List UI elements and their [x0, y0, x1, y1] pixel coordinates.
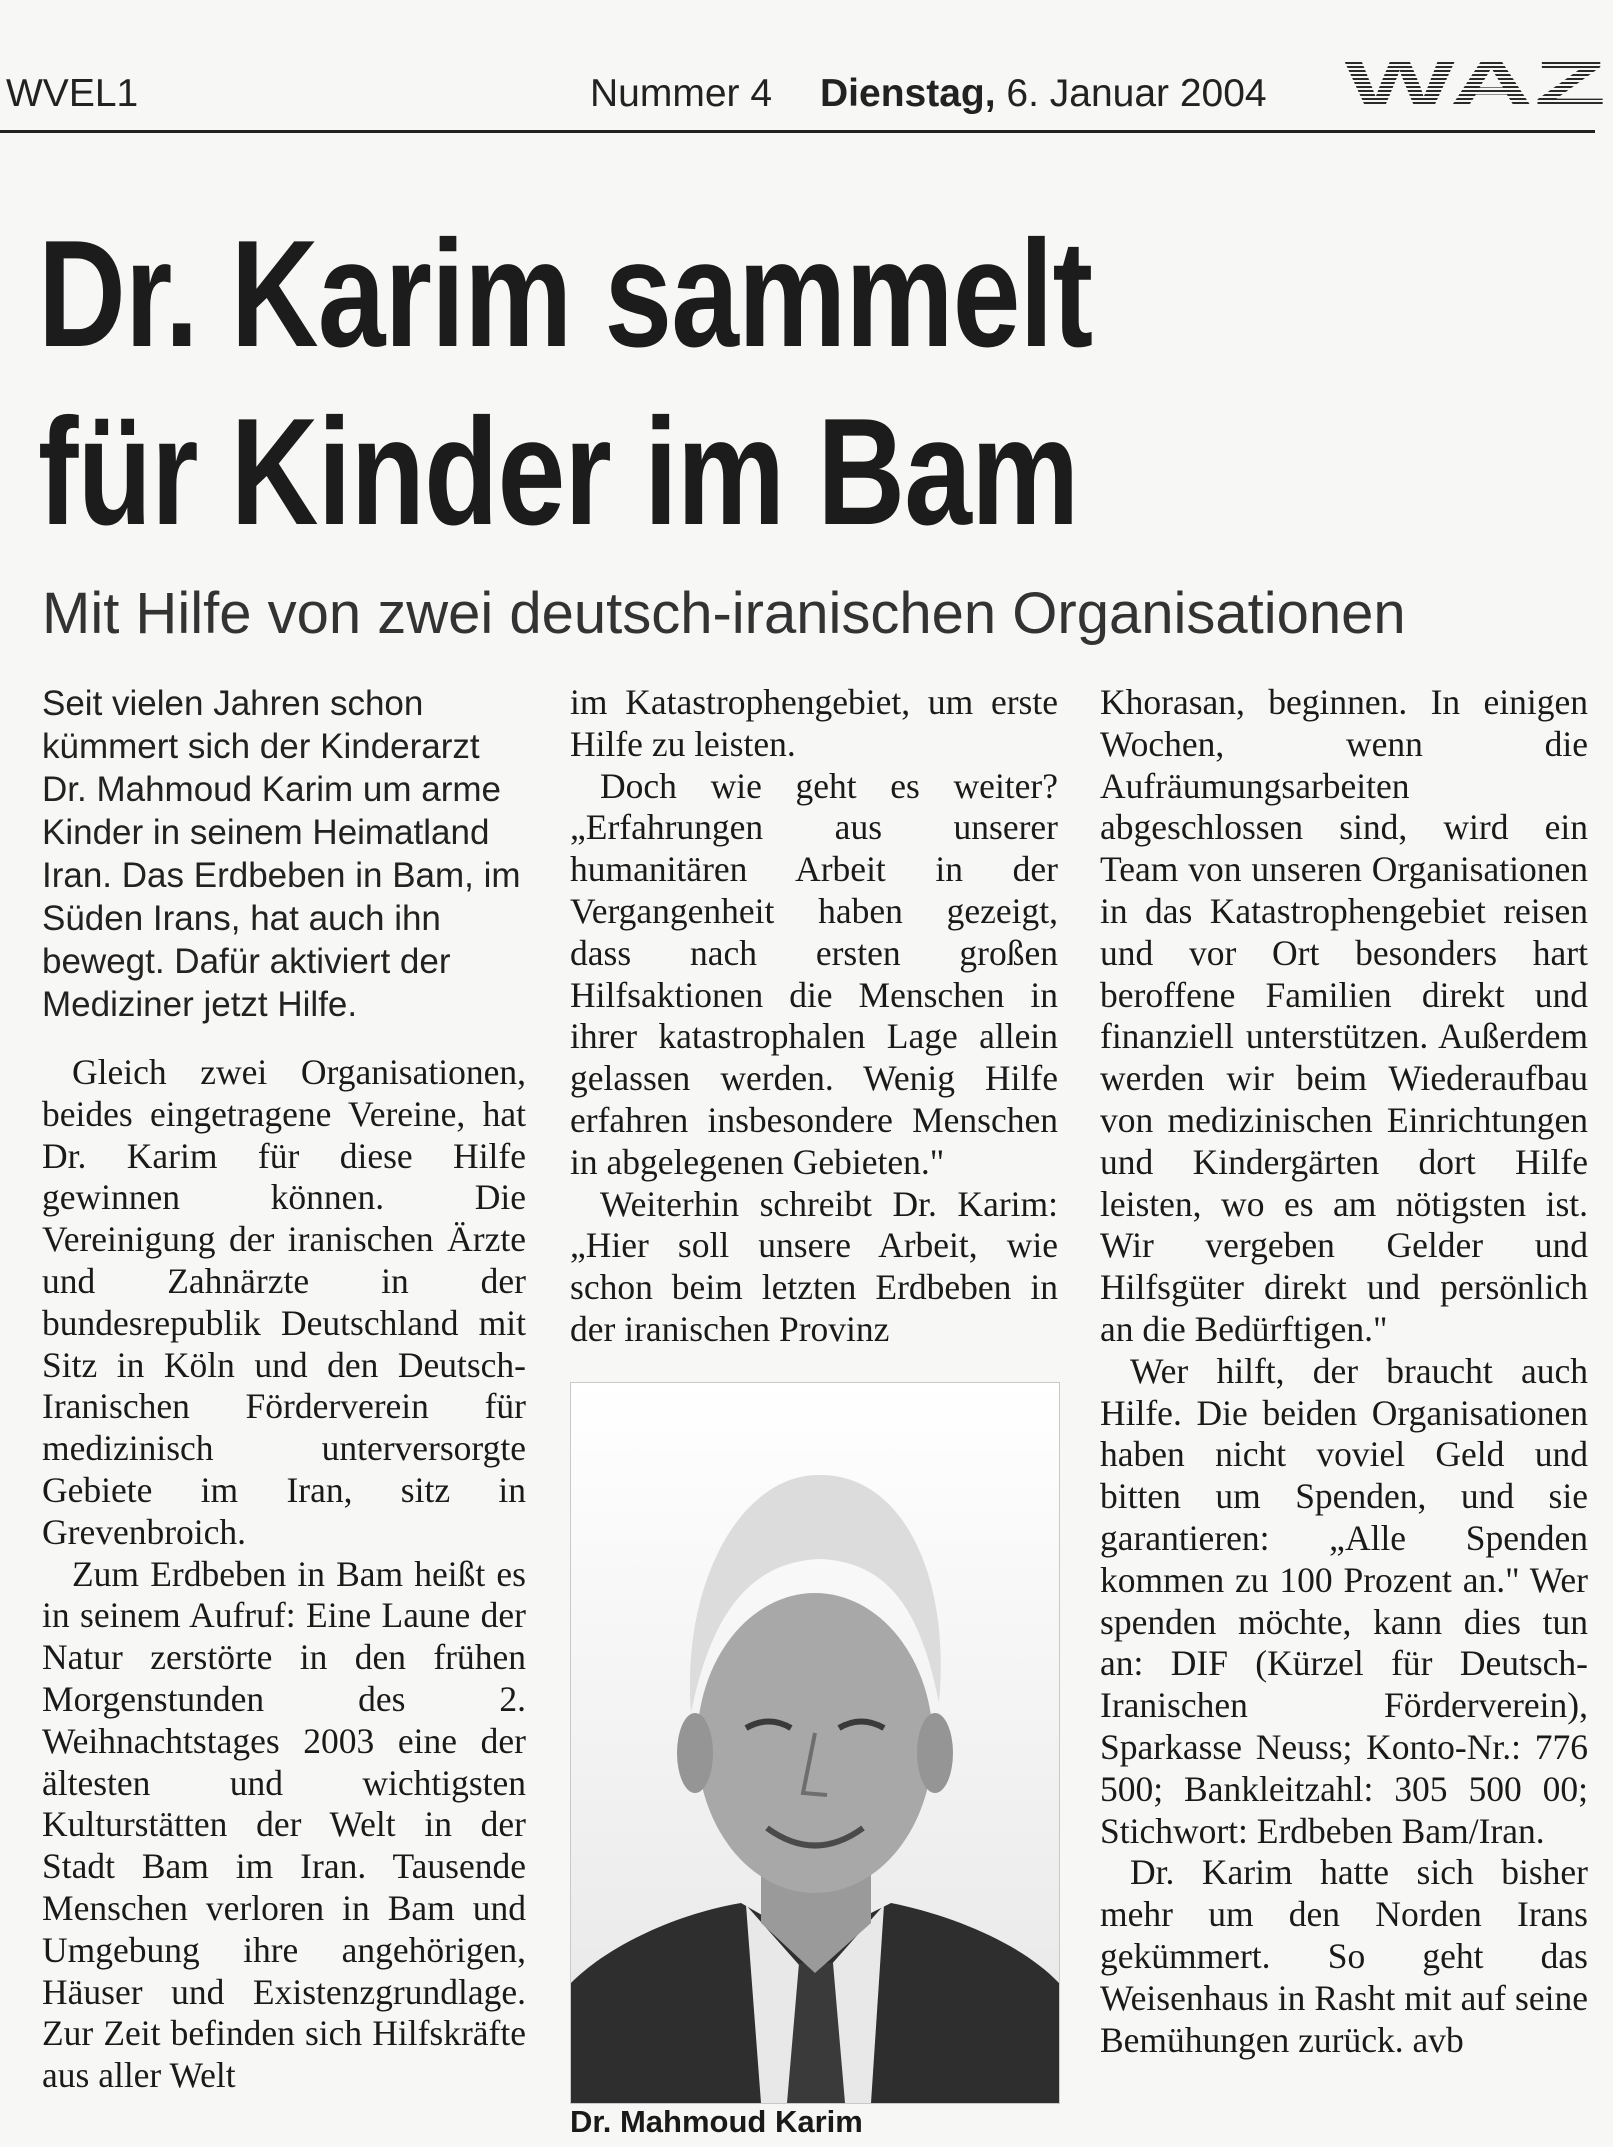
intro-paragraph: Seit vielen Jahren schon kümmert sich der Kinderarzt Dr. Mahmoud Karim um arme Kinder in seinem Heimatland Iran. Das Erdbeben in Bam, im Süden Irans, hat auch ihn bewegt. Dafür aktiviert der Mediziner jetzt Hilfe. [42, 684, 521, 1024]
waz-logo [1340, 54, 1610, 114]
body-paragraph: Khorasan, beginnen. In einigen Wochen, wenn die Aufräumungsarbeiten abgeschlossen sind, wird ein Team von unseren Organisationen in das Katastrophengebiet reisen und vor Ort besonders hart beroffene Familien direkt und finanziell unterstützen. Außerdem werden wir beim Wiederaufbau von medizinischen Einrichtungen und Kindergärten dort Hilfe leisten, wo es am nötigsten ist. Wir vergeben Gelder und Hilfsgüter direkt und persönlich an die Bedürftigen." [1100, 682, 1588, 1349]
header-rule [0, 130, 1595, 133]
issue-number: Nummer 4 [590, 72, 773, 115]
body-paragraph: Doch wie geht es weiter? „Erfahrungen aus unserer humanitären Arbeit in der Vergangenheit haben gezeigt, dass nach ersten großen Hilfsaktionen die Menschen in ihrer katastrophalen Lage allein gelassen werden. Wenig Hilfe erfahren insbesondere Menschen in abgelegenen Gebieten." [570, 765, 1058, 1182]
body-paragraph: Zum Erdbeben in Bam heißt es in seinem Aufruf: Eine Laune der Natur zerstörte in den frühen Morgenstunden des 2. Weihnachtstages 2003 eine der ältesten und wichtigsten Kulturstätten der Welt in der Stadt Bam im Iran. Tausende Menschen verloren in Bam und Umgebung ihre angehörigen, Häuser und Existenzgrundlage. Zur Zeit befinden sich Hilfskräfte aus aller Welt [42, 1553, 526, 2096]
photo-caption: Dr. Mahmoud Karim [570, 2104, 863, 2139]
headline-line-2: für Kinder im Bam [38, 387, 1079, 557]
newspaper-header [0, 54, 1613, 132]
date-text: 6. Januar 2004 [1006, 72, 1267, 115]
column-1 [42, 682, 526, 2097]
portrait-illustration [571, 1383, 1059, 2103]
edition-code: WVEL1 [6, 72, 139, 115]
body-paragraph: im Katastrophengebiet, um erste Hilfe zu leisten. [570, 682, 1058, 764]
weekday: Dienstag, [820, 72, 996, 115]
body-paragraph: Dr. Karim hatte sich bisher mehr um den Norden Irans gekümmert. So geht das Weisenhaus in Rasht mit auf seine Bemühungen zurück. avb [1100, 1852, 1588, 2060]
issue-date [820, 72, 1267, 116]
column-2 [570, 682, 1058, 1351]
headline [38, 205, 1270, 561]
body-paragraph: Weiterhin schreibt Dr. Karim: „Hier soll unsere Arbeit, wie schon beim letzten Erdbeben in der iranischen Provinz [570, 1183, 1058, 1349]
portrait-photo [570, 1382, 1060, 2104]
body-paragraph: Wer hilft, der braucht auch Hilfe. Die beiden Organisationen haben nicht voviel Geld und bitten um Spenden, und sie garantieren: „Alle Spenden kommen zu 100 Prozent an." Wer spenden möchte, kann dies tun an: DIF (Kürzel für Deutsch-Iranischen Förderverein), Sparkasse Neuss; Konto-Nr.: 776 500; Bankleitzahl: 305 500 00; Stichwort: Erdbeben Bam/Iran. [1100, 1350, 1588, 1851]
body-paragraph: Gleich zwei Organisationen, beides eingetragene Vereine, hat Dr. Karim für diese Hilfe gewinnen können. Die Vereinigung der iranischen Ärzte und Zahnärzte in der bundesrepublik Deutschland mit Sitz in Köln und den Deutsch-Iranischen Förderverein für medizinisch unterversorgte Gebiete im Iran, sitz in Grevenbroich. [42, 1052, 526, 1552]
column-3 [1100, 682, 1588, 2061]
headline-line-1: Dr. Karim sammelt [38, 209, 1093, 379]
subheadline: Mit Hilfe von zwei deutsch-iranischen Organisationen [42, 581, 1406, 646]
logo-text: WAZ [1344, 54, 1606, 114]
